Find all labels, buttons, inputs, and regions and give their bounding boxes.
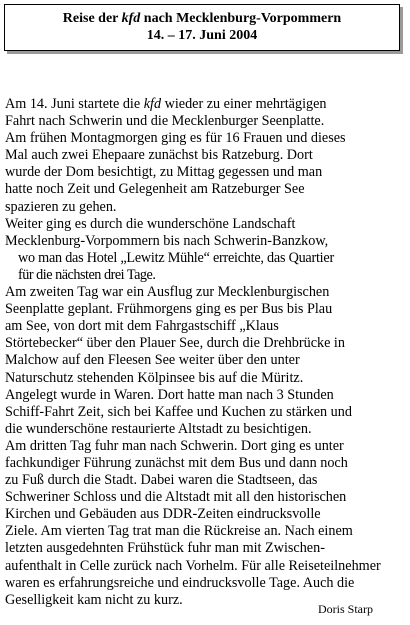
text-line	[5, 489, 407, 506]
text-segment: wo man das Hotel „Lewitz Mühle“ erreichte, das Quartier	[18, 249, 334, 266]
title-suffix: nach Mecklenburg-Vorpommern	[140, 11, 342, 26]
text-segment: Am frühen Montagmorgen ging es für 16 Frauen und dieses	[5, 130, 346, 147]
text-segment: Mecklenburg-Vorpommern bis nach Schwerin-Banzkow,	[5, 232, 329, 249]
text-line	[5, 216, 407, 233]
text-line	[5, 472, 407, 489]
text-line	[5, 575, 407, 592]
text-line	[5, 438, 407, 455]
page-title	[5, 10, 399, 27]
text-segment: Kirchen und Gebäuden aus DDR-Zeiten eindrucksvolle	[5, 506, 321, 523]
title-org: kfd	[121, 11, 141, 26]
text-line	[5, 540, 407, 557]
text-line	[5, 130, 407, 147]
text-line	[5, 455, 407, 472]
author-signature: Doris Starp	[318, 602, 373, 616]
text-line	[5, 164, 407, 181]
text-line	[5, 558, 407, 575]
text-line	[5, 233, 407, 250]
text-line	[5, 404, 407, 421]
article-body	[5, 96, 407, 609]
text-segment: die wunderschöne restaurierte Altstadt zu besichtigen.	[5, 420, 312, 437]
text-segment: Geselligkeit kam nicht zu kurz.	[5, 591, 183, 608]
text-segment: Mal auch zwei Ehepaare zunächst bis Ratzeburg. Dort	[5, 147, 313, 164]
trip-dates: 14. – 17. Juni 2004	[146, 28, 258, 43]
text-segment: Am dritten Tag fuhr man nach Schwerin. Dort ging es unter	[5, 437, 344, 454]
text-line	[5, 370, 407, 387]
text-line	[5, 199, 407, 216]
article-paragraph	[5, 96, 407, 216]
text-segment: Fahrt nach Schwerin und die Mecklenburger Seenplatte.	[5, 113, 325, 130]
text-segment: spazieren zu gehen.	[5, 198, 117, 215]
text-segment: Angelegt wurde in Waren. Dort hatte man nach 3 Stunden	[5, 386, 334, 403]
text-line	[5, 352, 407, 369]
text-segment: waren es erfahrungsreiche und eindrucksvolle Tage. Auch die	[5, 574, 355, 591]
text-segment: letzten ausgedehnten Frühstück fuhr man mit Zwischen-	[5, 540, 325, 557]
text-segment: am See, von dort mit dem Fahrgastschiff „Klaus	[5, 318, 279, 335]
text-segment: für die nächsten drei Tage.	[18, 266, 156, 283]
text-segment: aufenthalt in Celle zurück nach Vorhelm. Für alle Reiseteilnehmer	[5, 557, 381, 574]
text-line	[5, 147, 407, 164]
text-line	[5, 421, 407, 438]
text-line	[5, 181, 407, 198]
text-line	[5, 506, 407, 523]
text-line	[5, 250, 407, 267]
text-segment: Ziele. Am vierten Tag trat man die Rückreise an. Nach einem	[5, 523, 353, 540]
article-paragraph	[5, 387, 407, 438]
title-prefix: Reise der	[62, 11, 122, 26]
text-segment: Schiff-Fahrt Zeit, sich bei Kaffee und Kuchen zu stärken und	[5, 403, 352, 420]
text-segment: hatte noch Zeit und Gelegenheit am Ratzeburger See	[5, 181, 305, 198]
text-segment: Malchow auf den Fleesen See weiter über den unter	[5, 352, 300, 369]
text-line	[5, 335, 407, 352]
article-paragraph	[5, 216, 407, 284]
text-segment: Schweriner Schloss und die Altstadt mit all den historischen	[5, 489, 347, 506]
text-line	[5, 318, 407, 335]
text-segment: Störtebecker“ über den Plauer See, durch die Drehbrücke in	[5, 335, 345, 352]
text-segment: wurde der Dom besichtigt, zu Mittag gegessen und man	[5, 164, 323, 181]
article-paragraph	[5, 438, 407, 609]
text-line	[5, 523, 407, 540]
text-line	[5, 113, 407, 130]
text-segment: Seenplatte geplant. Frühmorgens ging es per Bus bis Plau	[5, 301, 333, 318]
title-box	[4, 4, 400, 51]
text-line	[5, 267, 407, 284]
emphasis-text: kfd	[143, 96, 162, 112]
text-line	[5, 387, 407, 404]
text-line	[5, 301, 407, 318]
text-segment: Naturschutz stehenden Kölpinsee bis auf die Müritz.	[5, 369, 304, 386]
text-segment: Am 14. Juni startete die	[5, 96, 144, 112]
text-line	[5, 96, 407, 113]
text-segment: wieder zu einer mehrtägigen	[161, 96, 327, 112]
article-paragraph	[5, 284, 407, 387]
text-segment: fachkundiger Führung zunächst mit dem Bus und dann noch	[5, 454, 348, 471]
text-segment: zu Fuß durch die Stadt. Dabei waren die Stadtseen, das	[5, 472, 318, 489]
text-segment: Am zweiten Tag war ein Ausflug zur Mecklenburgischen	[5, 284, 330, 301]
text-line	[5, 284, 407, 301]
text-segment: Weiter ging es durch die wunderschöne Landschaft	[5, 215, 296, 232]
